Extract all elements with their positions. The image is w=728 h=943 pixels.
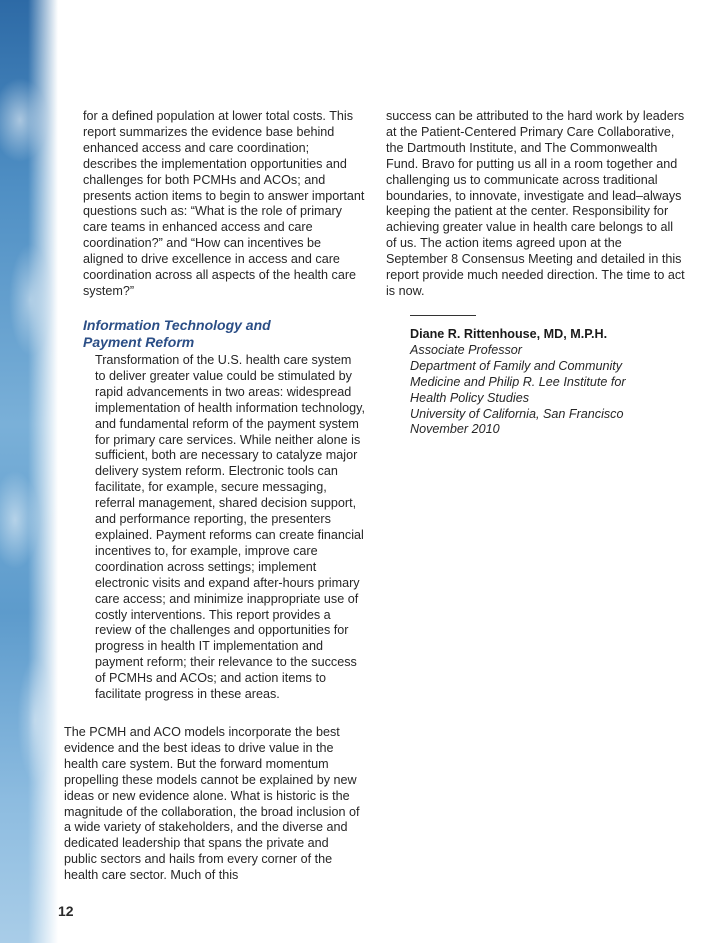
signature-studies: Health Policy Studies [410, 390, 530, 405]
section-heading-line-2: Payment Reform [83, 334, 195, 350]
section-paragraph: Transformation of the U.S. health care system to deliver greater value could be stimulated by rapid advancements in two areas: widespread implementation of health information technology, and fundamental reform of the payment system for primary care services. While neither alone is sufficient, both are necessary to catalyze major delivery system reform. Electronic tools can facilitate, for example, secure messaging, referral management, shared decision support, and performance reporting, the presenters explained. Payment reforms can create financial incentives to, for example, improve care coordination across settings; implement electronic visits and expand after-hours primary care access; and minimize inappropriate use of costly interventions. This report provides a review of the challenges and opportunities for progress in health IT implementation and payment reform; their relevance to the success of PCMHs and ACOs; and action items to facilitate progress in these areas. [95, 353, 365, 702]
closing-paragraph: The PCMH and ACO models incorporate the best evidence and the best ideas to drive value in the health care system. But the forward momentum propelling these models cannot be explained by new ideas or new evidence alone. What is historic is the magnitude of the collaboration, the broad inclusion of a wide variety of stakeholders, and the diverse and dedicated leadership that spans the private and public sectors and hails from every corner of the health care sector. Much of this [64, 725, 360, 883]
signature-department: Department of Family and Community [410, 358, 623, 373]
signature-date: November 2010 [410, 422, 500, 437]
signature-institute: Medicine and Philip R. Lee Institute for [410, 374, 626, 389]
signature-block [410, 327, 710, 438]
decorative-sky-edge [0, 0, 58, 943]
section-heading-line-1: Information Technology and [83, 317, 271, 333]
signature-university: University of California, San Francisco [410, 406, 624, 421]
intro-paragraph: for a defined population at lower total costs. This report summarizes the evidence base behind enhanced access and care coordination; describes the implementation opportunities and challenges for both PCMHs and ACOs; and presents action items to begin to answer important questions such as: “What is the role of primary care teams in enhanced access and care coordination?” and “How can incentives be aligned to drive excellence in access and care coordination across all aspects of the health care system?” [83, 109, 365, 298]
signature-rule [410, 315, 476, 316]
signature-name: Diane R. Rittenhouse, MD, M.P.H. [410, 327, 608, 341]
page-number: 12 [58, 903, 74, 919]
signature-title: Associate Professor [410, 342, 522, 357]
right-paragraph: success can be attributed to the hard work by leaders at the Patient-Centered Primary Care Collaborative, the Dartmouth Institute, and The Commonwealth Fund. Bravo for putting us all in a room together and challenging us to communicate across traditional boundaries, to innovate, investigate and lead–always keeping the patient at the center. Responsibility for achieving greater value in health care belongs to all of us. The action items agreed upon at the September 8 Consensus Meeting and detailed in this report provide much needed direction. The time to act is now. [386, 109, 685, 298]
section-heading [83, 317, 365, 351]
